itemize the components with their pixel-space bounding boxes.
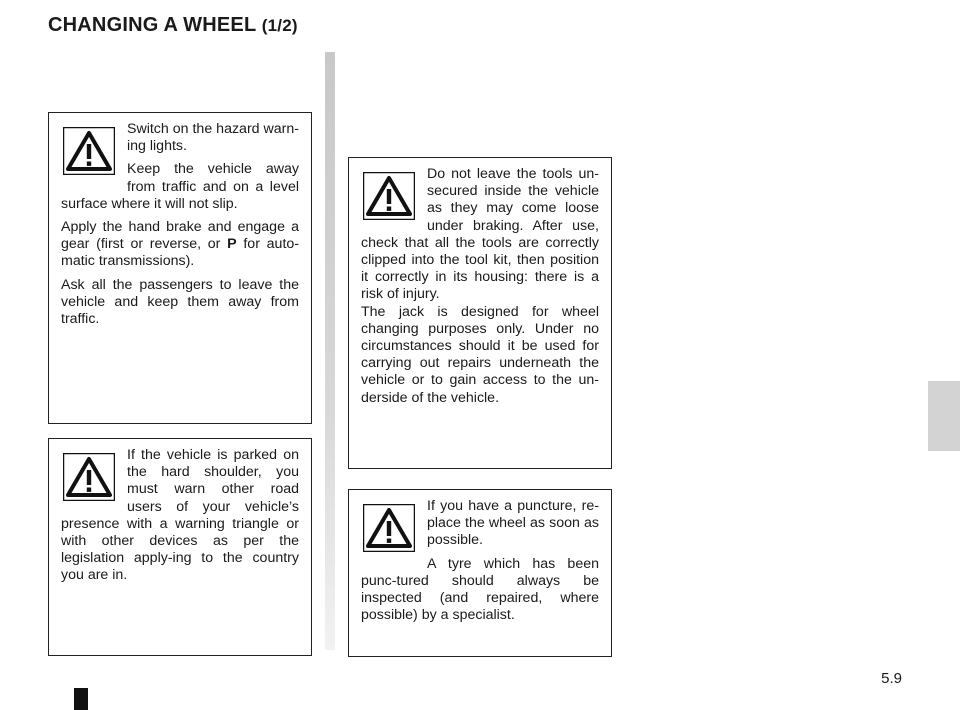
page-number: 5.9	[881, 670, 902, 687]
page-title-part: (1/2)	[261, 16, 298, 35]
tools-text-1: Do not leave the tools un-secured inside the vehicle as they may come loose under braking. After use, check that all the tools are correctly clipped into the tool kit, then position it correctly in its housing: there is a risk of injury.	[361, 166, 599, 303]
hazard-text-1: Switch on the hazard warn-ing lights.	[127, 121, 299, 155]
warning-triangle-icon	[59, 123, 119, 179]
page-title-main: CHANGING A WHEEL	[48, 14, 257, 36]
warning-triangle-icon	[359, 500, 419, 556]
hazard-text-3a: Apply the hand brake and engage a gear (first or reverse, or	[61, 219, 299, 253]
warning-triangle-icon	[359, 168, 419, 224]
column-divider	[325, 52, 335, 650]
puncture-text-2: A tyre which has been punc-tured should always be inspected (and repaired, where possible) by a specialist.	[361, 555, 599, 624]
warning-box-puncture	[348, 489, 612, 657]
hazard-text-3	[61, 219, 299, 271]
page-corner-mark	[74, 688, 88, 710]
gear-p-label: P	[227, 236, 237, 253]
warning-box-hard-shoulder	[48, 438, 312, 656]
tools-text-2: The jack is designed for wheel changing purposes only. Under no circumstances should it be used for carrying out repairs underneath the vehicle or to gain access to the un-derside of the vehicle.	[361, 303, 599, 406]
section-tab-marker	[928, 381, 960, 451]
warning-triangle-icon	[59, 449, 119, 505]
warning-box-tools	[348, 157, 612, 469]
warning-box-hazard	[48, 112, 312, 424]
hazard-text-2: Keep the vehicle away from traffic and on a level surface where it will not slip.	[61, 161, 299, 212]
hazard-text-4: Ask all the passengers to leave the vehicle and keep them away from traffic.	[61, 276, 299, 328]
puncture-text-1: If you have a puncture, re-place the wheel as soon as possible.	[427, 498, 599, 549]
shoulder-text-1: If the vehicle is parked on the hard shoulder, you must warn other road users of your vehicle’s presence with a warning triangle or with other devices as per the legislation apply-ing to the country you are in.	[61, 447, 299, 584]
page-title	[48, 14, 298, 37]
hazard-text-3b: for auto-matic transmissions).	[61, 236, 299, 270]
